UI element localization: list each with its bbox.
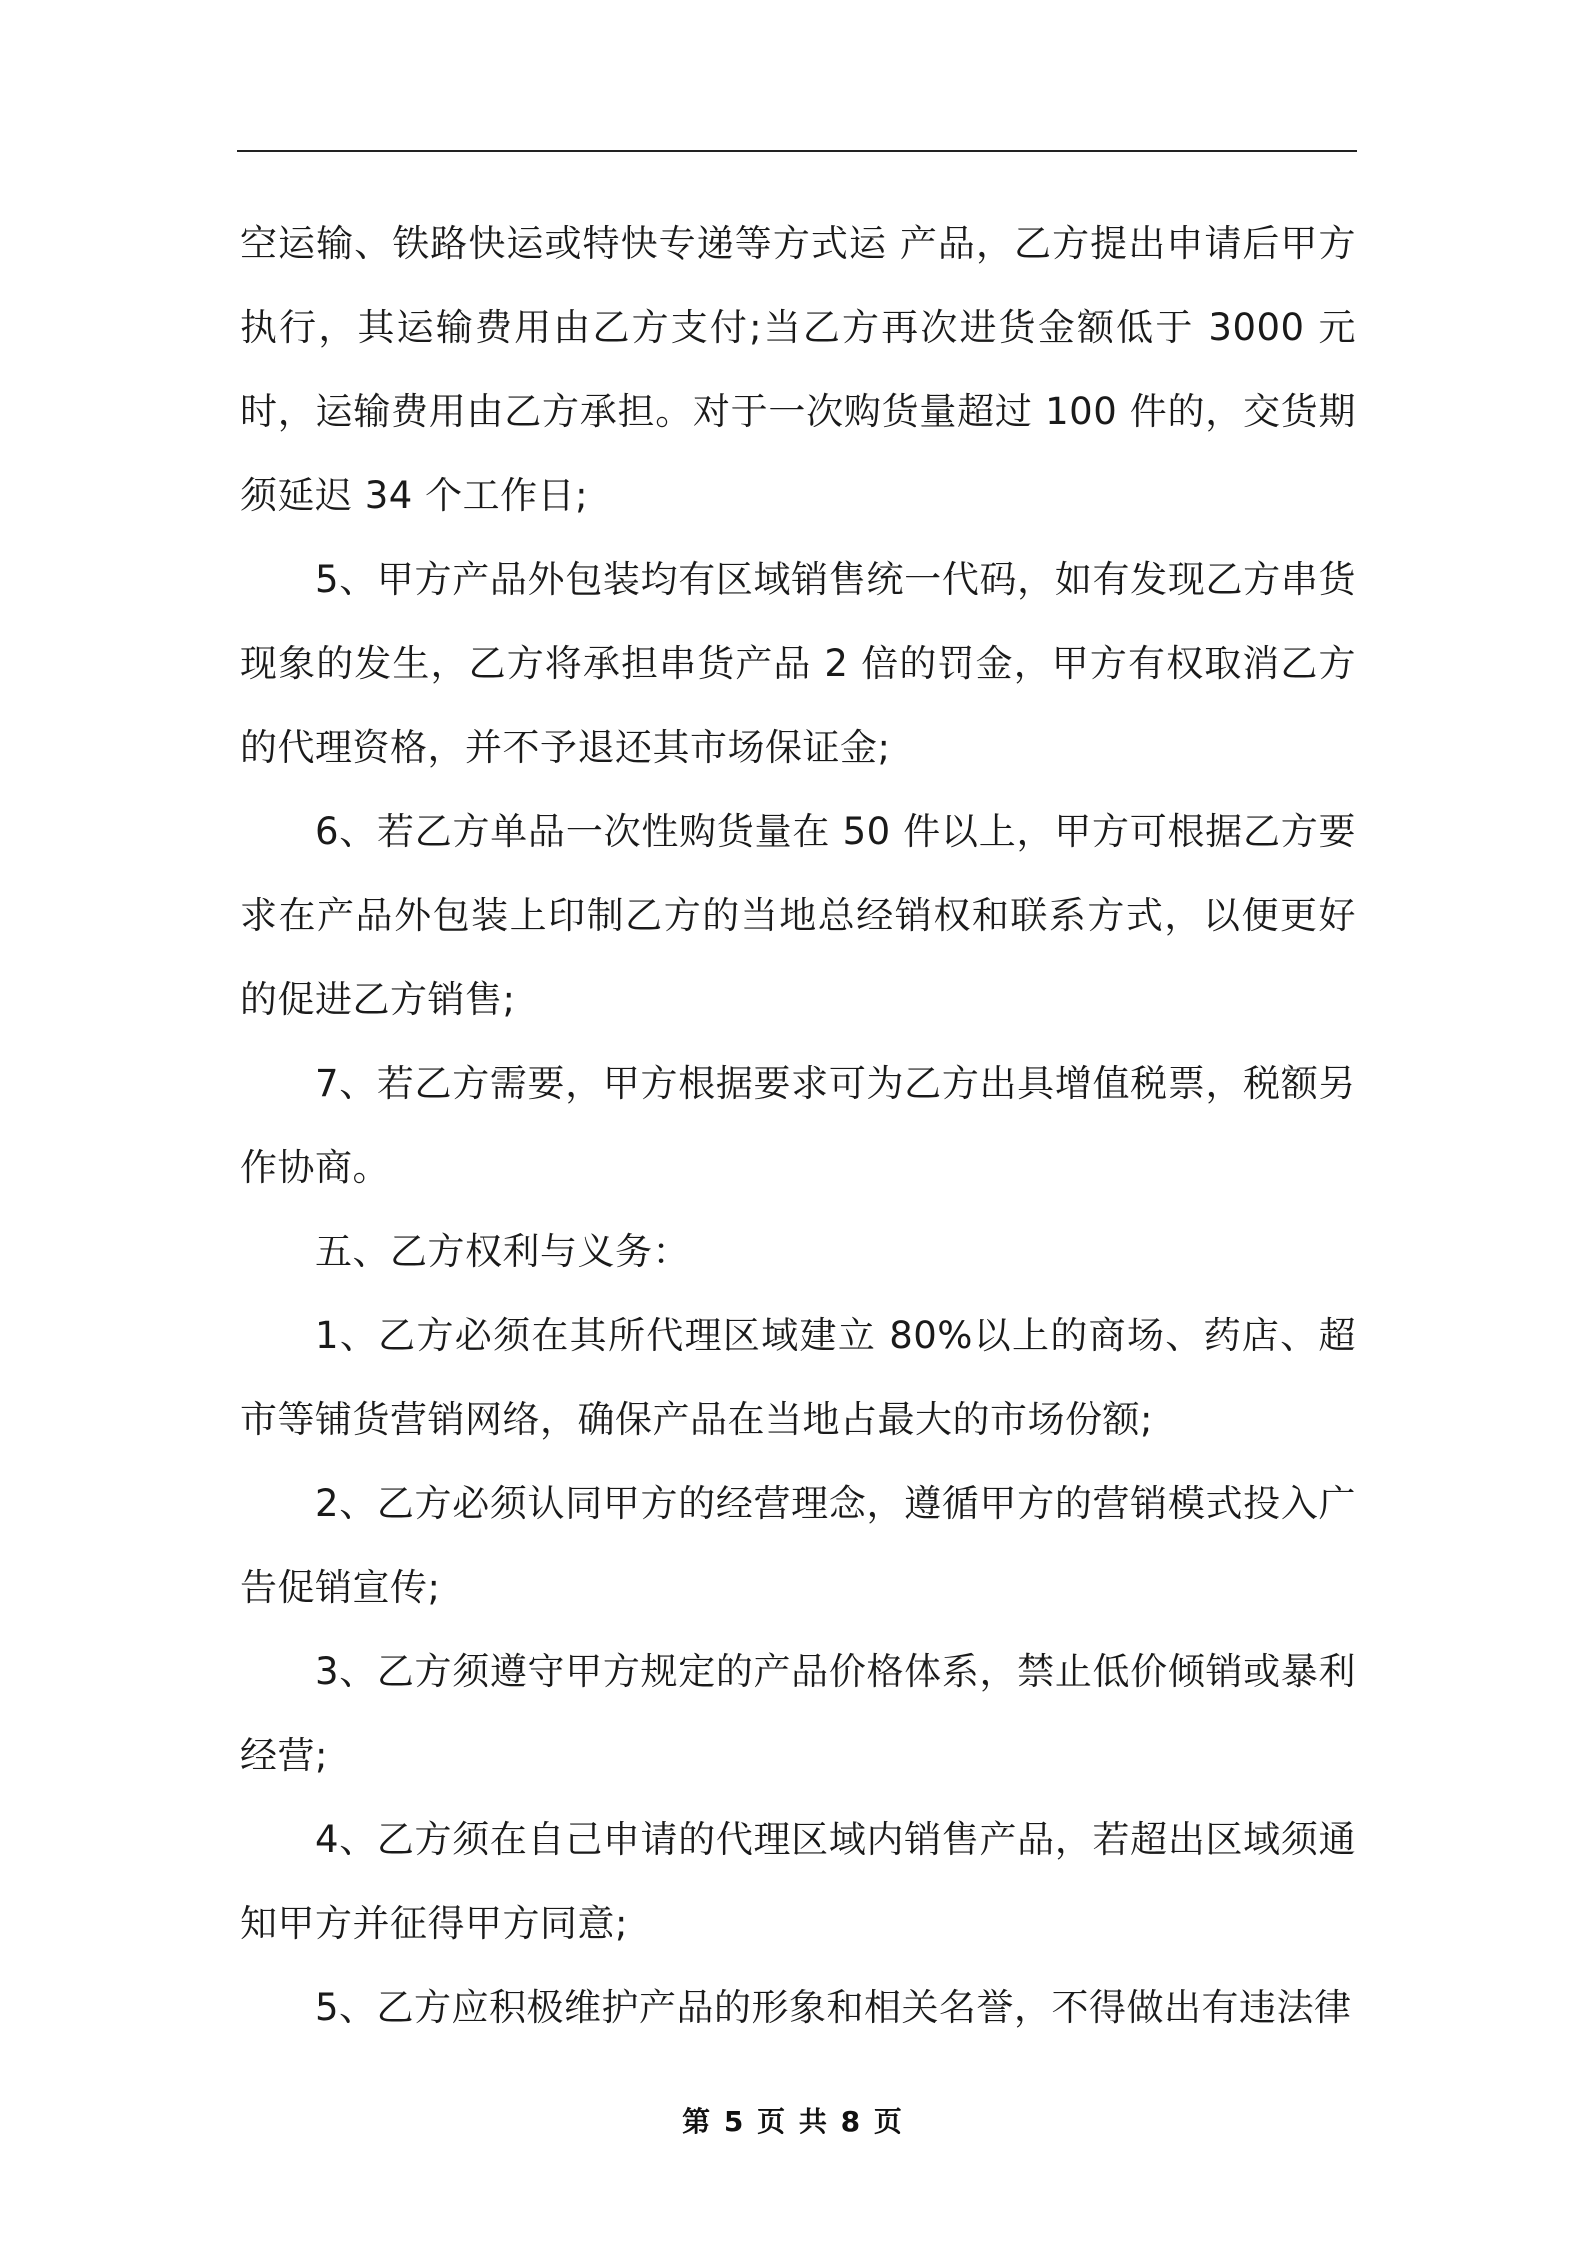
paragraph-item-b2: 2、乙方必须认同甲方的经营理念，遵循甲方的营销模式投入广告促销宣传;	[240, 1482, 1356, 1609]
paragraph-item-a6: 6、若乙方单品一次性购货量在 50 件以上，甲方可根据乙方要求在产品外包装上印制乙方的当地总经销权和联系方式，以便更好的促进乙方销售;	[240, 810, 1356, 1021]
paragraph-item-a5: 5、甲方产品外包装均有区域销售统一代码，如有发现乙方串货现象的发生，乙方将承担串货产品 2 倍的罚金，甲方有权取消乙方的代理资格，并不予退还其市场保证金;	[240, 558, 1356, 769]
paragraph-item-b4: 4、乙方须在自己申请的代理区域内销售产品，若超出区域须通知甲方并征得甲方同意;	[240, 1818, 1356, 1945]
paragraph-item-b3: 3、乙方须遵守甲方规定的产品价格体系，禁止低价倾销或暴利经营;	[240, 1650, 1356, 1777]
document-body	[240, 202, 1356, 2050]
paragraph-item-b1: 1、乙方必须在其所代理区域建立 80%以上的商场、药店、超市等铺货营销网络，确保产品在当地占最大的市场份额;	[240, 1314, 1356, 1441]
paragraph-continuation: 空运输、铁路快运或特快专递等方式运 产品，乙方提出申请后甲方执行，其运输费用由乙方支付;当乙方再次进货金额低于 3000 元时，运输费用由乙方承担。对于一次购货量超过 100 件的，交货期须延迟 34 个工作日;	[240, 222, 1356, 517]
header-rule	[237, 150, 1357, 152]
section-heading-5: 五、乙方权利与义务：	[315, 1230, 690, 1273]
paragraph-item-b5: 5、乙方应积极维护产品的形象和相关名誉，不得做出有违法律	[315, 1986, 1352, 2029]
page-number-footer: 第 5 页 共 8 页	[682, 2105, 904, 2138]
paragraph-item-a7: 7、若乙方需要，甲方根据要求可为乙方出具增值税票，税额另作协商。	[240, 1062, 1356, 1189]
